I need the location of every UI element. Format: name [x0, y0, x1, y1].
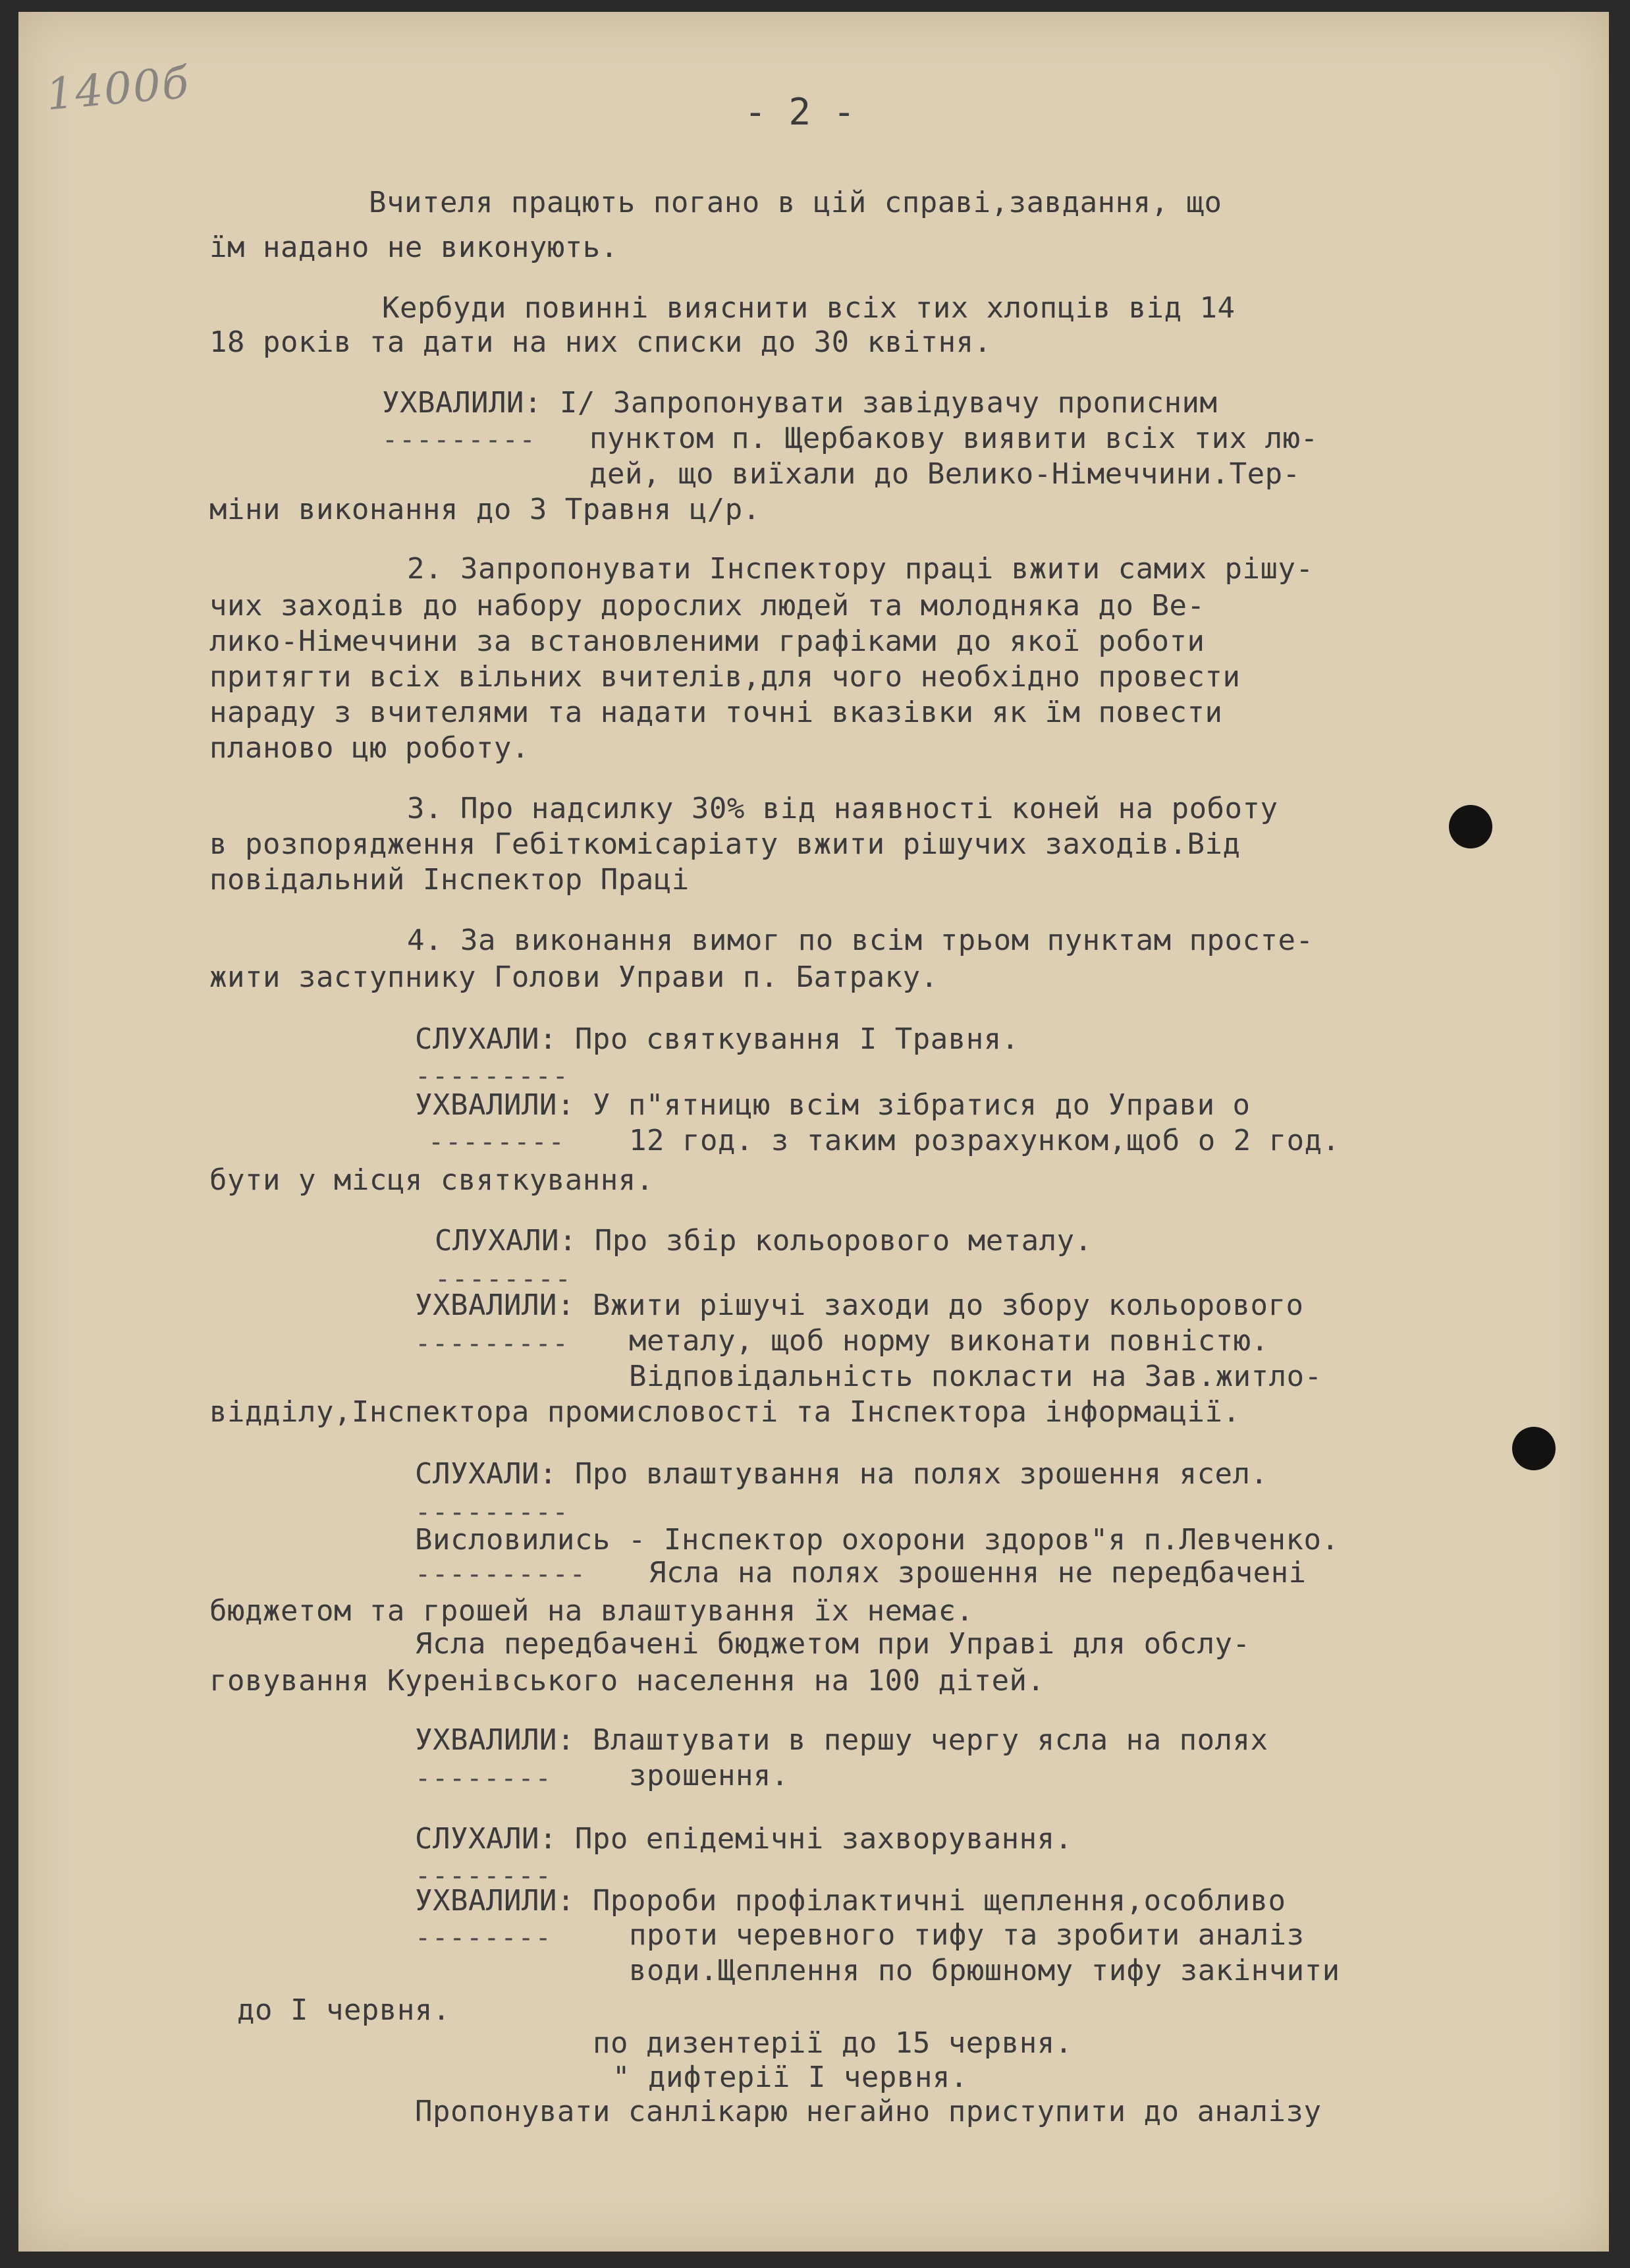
text-line: відділу,Інспектора промисловості та Інспектора інформації.: [209, 1395, 1241, 1429]
text-line: 4. За виконання вимог по всім трьом пунктам просте-: [407, 924, 1314, 957]
text-line: до I червня.: [237, 1993, 450, 2027]
text-line: УХВАЛИЛИ: Влаштувати в першу чергу ясла на полях: [415, 1723, 1268, 1757]
text-line: води.Щеплення по брюшному тифу закінчити: [629, 1954, 1340, 1987]
text-line: дей, що виїхали до Велико-Німеччини.Тер-: [589, 457, 1301, 491]
text-line: СЛУХАЛИ: Про святкування I Травня.: [415, 1022, 1019, 1056]
text-line: УХВАЛИЛИ: I/ Запропонувати завідувачу прописним: [382, 386, 1218, 420]
text-line: 18 років та дати на них списки до 30 квітня.: [209, 325, 992, 359]
text-line: СЛУХАЛИ: Про епідемічні захворування.: [415, 1822, 1073, 1856]
text-line: по дизентерії до 15 червня.: [593, 2026, 1073, 2060]
text-line: повідальний Інспектор Праці: [209, 863, 690, 897]
text-line: лико-Німеччини за встановленими графіками до якої роботи: [209, 624, 1205, 658]
text-line: проти черевного тифу та зробити аналіз: [629, 1918, 1305, 1952]
text-line: міни виконання до 3 Травня ц/р.: [209, 493, 761, 526]
text-line: зрошення.: [629, 1759, 789, 1792]
underline-mark: ---------: [415, 1061, 570, 1092]
underline-mark: --------: [415, 1861, 553, 1891]
text-line: нараду з вчителями та надати точні вказівки як їм повести: [209, 696, 1223, 729]
text-line: Ясла на полях зрошення не передбачені: [649, 1556, 1307, 1590]
archive-number: 1400б: [44, 57, 192, 121]
text-line: 2. Запропонувати Інспектору праці вжити самих рішу-: [407, 552, 1314, 586]
text-line: Висловились - Інспектор охорони здоров"я п.Левченко.: [415, 1523, 1340, 1557]
text-line: СЛУХАЛИ: Про влаштування на полях зрошення ясел.: [415, 1457, 1268, 1491]
underline-mark: --------: [415, 1923, 553, 1953]
underline-mark: --------: [415, 1763, 553, 1794]
text-line: планово цю роботу.: [209, 731, 530, 765]
text-line: пунктом п. Щербакову виявити всіх тих лю-: [589, 422, 1318, 455]
page-number: - 2 -: [744, 91, 856, 134]
text-line: бюджетом та грошей на влаштування їх немає.: [209, 1594, 974, 1628]
text-line: Кербуди повинні вияснити всіх тих хлопців від 14: [382, 291, 1236, 325]
text-line: бути у місця святкування.: [209, 1163, 654, 1197]
text-line: УХВАЛИЛИ: Пророби профілактичні щеплення,особливо: [415, 1884, 1286, 1918]
underline-mark: ---------: [415, 1497, 570, 1528]
text-line: говування Куренівського населення на 100 дітей.: [209, 1664, 1045, 1698]
text-line: притягти всіх вільних вчителів,для чого необхідно провести: [209, 660, 1241, 694]
underline-mark: ---------: [415, 1329, 570, 1359]
text-line: Вчителя працють погано в цій справі,завдання, що: [369, 186, 1222, 219]
text-line: їм надано не виконують.: [209, 231, 618, 264]
underline-mark: ---------: [382, 425, 537, 455]
underline-mark: --------: [435, 1264, 572, 1294]
text-line: " дифтерії I червня.: [612, 2061, 968, 2094]
text-line: Ясла передбачені бюджетом при Управі для обслу-: [415, 1627, 1251, 1661]
text-line: жити заступнику Голови Управи п. Батраку.: [209, 960, 938, 994]
text-line: чих заходів до набору дорослих людей та молодняка до Ве-: [209, 589, 1205, 622]
underline-mark: ----------: [415, 1559, 587, 1590]
text-line: УХВАЛИЛИ: У п"ятницю всім зібратися до Управи о: [415, 1088, 1251, 1122]
text-line: металу, щоб норму виконати повністю.: [629, 1324, 1269, 1358]
text-line: СЛУХАЛИ: Про збір кольорового металу.: [435, 1224, 1093, 1258]
underline-mark: --------: [428, 1127, 566, 1157]
text-line: 12 год. з таким розрахунком,щоб о 2 год.: [629, 1124, 1340, 1157]
text-line: УХВАЛИЛИ: Вжити рішучі заходи до збору кольорового: [415, 1288, 1304, 1322]
text-line: в розпорядження Гебіткомісаріату вжити рішучих заходів.Від: [209, 827, 1241, 861]
text-line: 3. Про надсилку 30% від наявності коней на роботу: [407, 792, 1278, 825]
text-line: Пропонувати санлікарю негайно приступити до аналізу: [415, 2095, 1322, 2128]
binder-hole: [1449, 805, 1492, 848]
text-line: Відповідальність покласти на Зав.житло-: [629, 1360, 1322, 1393]
binder-hole: [1512, 1427, 1556, 1470]
